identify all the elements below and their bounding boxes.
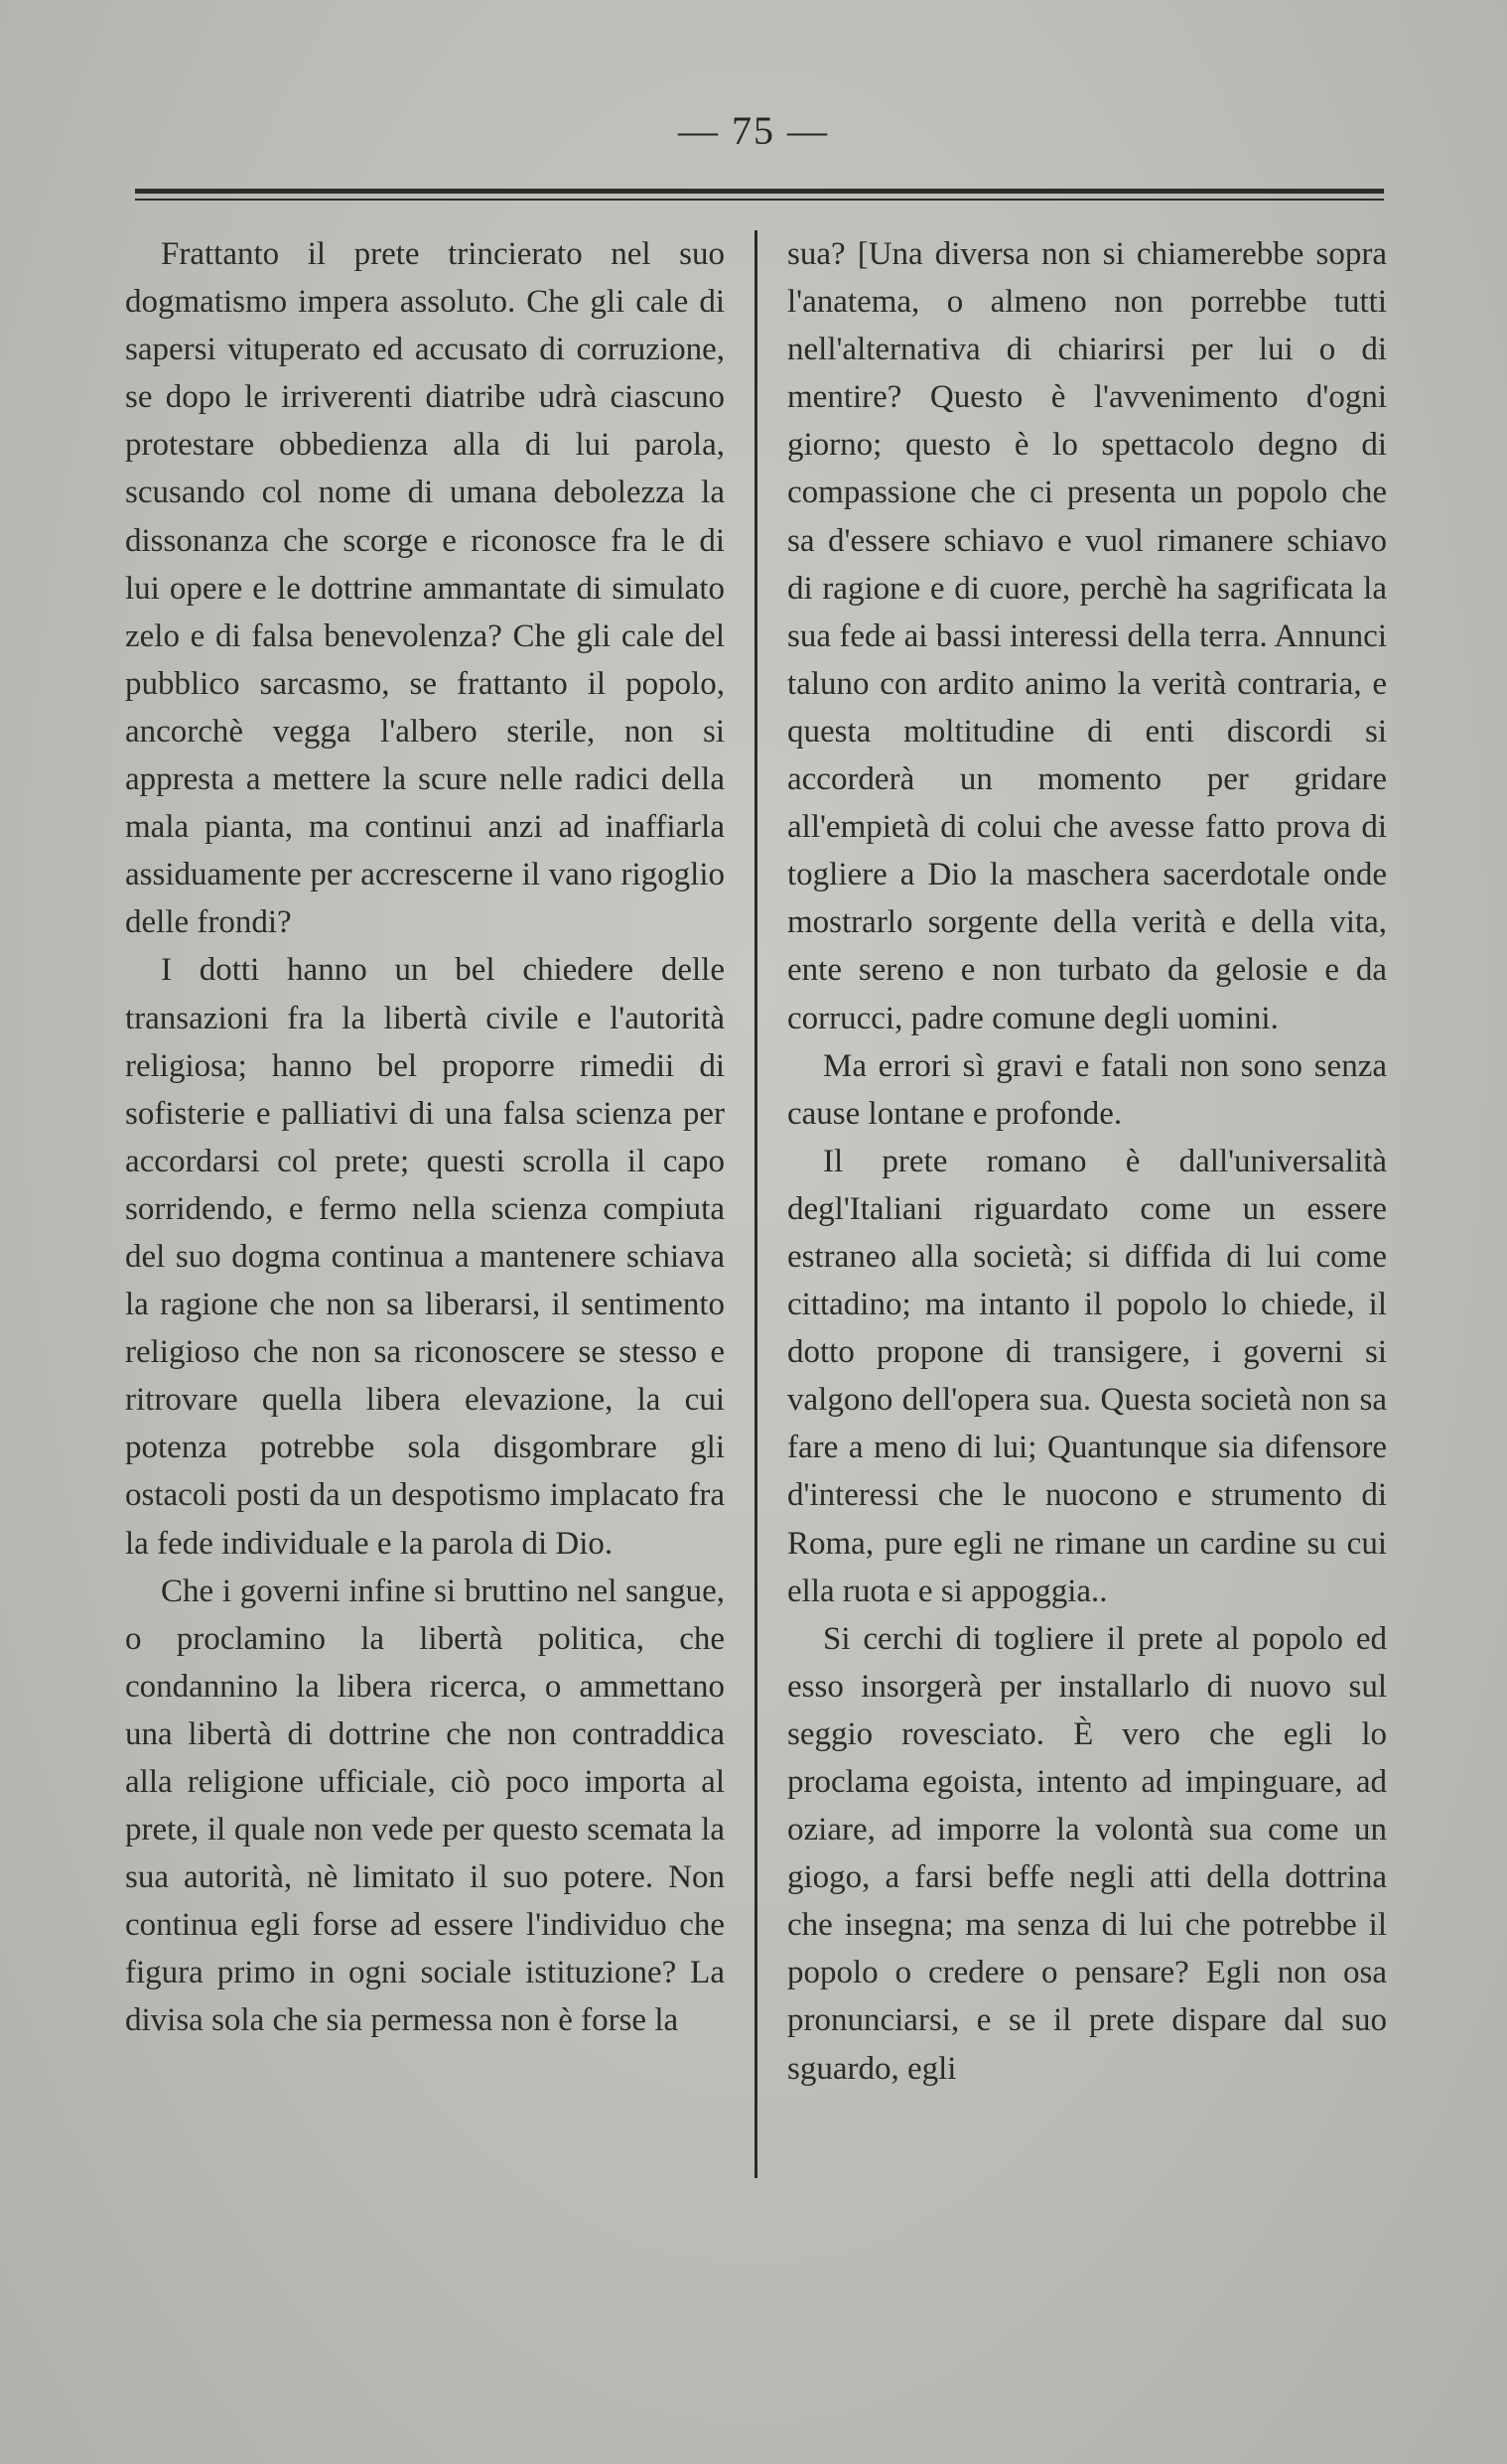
header-rule-thin bbox=[135, 199, 1384, 201]
page-number: — 75 — bbox=[678, 108, 829, 153]
right-paragraph-2: Ma errori sì gravi e fatali non sono senza cause lontane e profonde. bbox=[787, 1047, 1387, 1132]
right-paragraph-1: sua? [Una diversa non si chiamerebbe sopra l'anatema, o almeno non porrebbe tutti nell'alternativa di chiarirsi per lui o di mentire? Questo è l'avvenimento d'ogni giorno; questo è lo spettacolo degno di compassione che ci presenta un popolo che sa d'essere schiavo e vuol rimanere schiavo di ragione e di cuore, perchè ha sagrificata la sua fede ai bassi interessi della terra. Annunci taluno con ardito animo la verità contraria, e questa moltitudine di enti discordi si accorderà un momento per gridare all'empietà di colui che avesse fatto prova di togliere a Dio la maschera sacerdotale onde mostrarlo sorgente della verità e della vita, ente sereno e non turbato da gelosie e da corrucci, padre comune degli uomini. bbox=[787, 236, 1387, 1036]
right-paragraph-4: Si cerchi di togliere il prete al popolo ed esso insorgerà per installarlo di nuovo sul seggio rovesciato. È vero che egli lo proclama egoista, intento ad impinguare, ad oziare, ad imporre la volontà sua come un giogo, a farsi beffe negli atti della dottrina che insegna; ma senza di lui che potrebbe il popolo o credere o pensare? Egli non osa pronunciarsi, e se il prete dispare dal suo sguardo, egli bbox=[787, 1620, 1387, 2087]
column-divider bbox=[754, 230, 757, 2178]
left-column bbox=[125, 230, 725, 2045]
left-paragraph-3: Che i governi infine si bruttino nel sangue, o proclamino la libertà politica, che condannino la libera ricerca, o ammettano una libertà di dottrine che non contraddica alla religione ufficiale, ciò poco importa al prete, il quale non vede per questo scemata la sua autorità, nè limitato il suo potere. Non continua egli forse ad essere l'individuo che figura primo in ogni sociale istituzione? La divisa sola che sia permessa non è forse la bbox=[125, 1573, 725, 2039]
header-rule-thick bbox=[135, 189, 1384, 194]
left-paragraph-2: I dotti hanno un bel chiedere delle transazioni fra la libertà civile e l'autorità religiosa; hanno bel proporre rimedii di sofisterie e palliativi di una falsa scienza per accordarsi col prete; questi scrolla il capo sorridendo, e fermo nella scienza compiuta del suo dogma continua a mantenere schiava la ragione che non sa liberarsi, il sentimento religioso che non sa riconoscere se stesso e ritrovare quella libera elevazione, la cui potenza potrebbe sola disgombrare gli ostacoli posti da un despotismo implacato fra la fede individuale e la parola di Dio. bbox=[125, 952, 725, 1562]
left-paragraph-1: Frattanto il prete trincierato nel suo dogmatismo impera assoluto. Che gli cale di sapersi vituperato ed accusato di corruzione, se dopo le irriverenti diatribe udrà ciascuno protestare obbedienza alla di lui parola, scusando col nome di umana debolezza la dissonanza che scorge e riconosce fra le di lui opere e le dottrine ammantate di simulato zelo e di falsa benevolenza? Che gli cale del pubblico sarcasmo, se frattanto il popolo, ancorchè vegga l'albero sterile, non si appresta a mettere la scure nelle radici della mala pianta, ma continui anzi ad inaffiarla assiduamente per accrescerne il vano rigoglio delle frondi? bbox=[125, 236, 725, 941]
right-paragraph-3: Il prete romano è dall'universalità degl'Italiani riguardato come un essere estraneo alla società; si diffida di lui come cittadino; ma intanto il popolo lo chiede, il dotto propone di transigere, i governi si valgono dell'opera sua. Questa società non sa fare a meno di lui; Quantunque sia difensore d'interessi che le nuocono e strumento di Roma, pure egli ne rimane un cardine su cui ella ruota e si appoggia.. bbox=[787, 1143, 1387, 1609]
right-column bbox=[787, 230, 1387, 2093]
